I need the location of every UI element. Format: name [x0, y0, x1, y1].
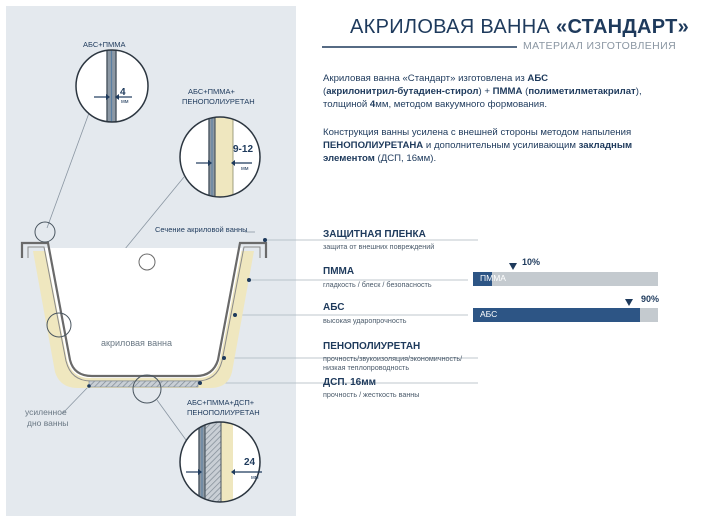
callout-top-value: 4: [120, 87, 126, 98]
bar-abs: [473, 308, 658, 322]
layer-dsp-desc: прочность / жесткость ванны: [323, 390, 420, 399]
callout-bot-label-2: ПЕНОПОЛИУРЕТАН: [187, 408, 260, 417]
page-subtitle: МАТЕРИАЛ ИЗГОТОВЛЕНИЯ: [523, 40, 677, 52]
bar-abs-percent: 90%: [641, 294, 660, 304]
leader-top: [47, 113, 89, 228]
layer-film-name: ЗАЩИТНАЯ ПЛЕНКА: [323, 229, 426, 240]
callout-mid-value: 9-12: [233, 144, 254, 155]
dsp-plate: [89, 381, 198, 387]
bar-abs-pointer: [624, 298, 636, 308]
bottom-note-2: дно ванны: [27, 418, 69, 428]
callout-bot-value: 24: [244, 457, 256, 468]
section-label: Сечение акриловой ванны: [155, 225, 248, 234]
marker-rim: [35, 222, 55, 242]
dot-foam: [222, 356, 226, 360]
callout-mid-label-2: ПЕНОПОЛИУРЕТАН: [182, 97, 255, 106]
callout-mid: [180, 87, 260, 200]
callout-mid-unit: мм: [241, 166, 249, 172]
bar-pmma-label: ПММА: [480, 273, 506, 283]
layer-pmma-name: ПММА: [323, 266, 355, 277]
bottom-note-1: усиленное: [25, 407, 67, 417]
callout-mid-label-1: АБС+ПММА+: [188, 87, 235, 96]
callout-top-unit: мм: [121, 99, 129, 105]
description-paragraph-1: Акриловая ванна «Стандарт» изготовлена из АБС (акрилонитрил-бутадиен-стирол) + ПММА (полиметилметакрилат), толщиной 4мм, методом вакуумного формования.: [323, 73, 642, 110]
callout-bot-unit: мм: [251, 475, 259, 481]
dot-film: [263, 238, 267, 242]
bar-abs-label: АБС: [480, 309, 498, 319]
layer-foam-desc-2: низкая теплопроводность: [323, 363, 410, 372]
callout-bot-foam: [221, 420, 233, 505]
bar-abs-fill: [473, 308, 640, 322]
title-bold: «СТАНДАРТ»: [556, 16, 690, 38]
description-paragraph-2: Конструкция ванны усилена с внешней стороны методом напыления ПЕНОПОЛИУРЕТАНА и дополнительным усиливающим закладным элементом (ДСП, 16мм).: [323, 127, 633, 164]
layer-foam-desc: прочность/звукоизоляция/экономичность/: [323, 354, 463, 363]
title-regular: АКРИЛОВАЯ ВАННА: [350, 16, 557, 38]
page-title: [350, 16, 689, 39]
bar-pmma-pointer: [508, 262, 520, 272]
bath-cross-section: [22, 222, 267, 403]
layer-pmma-desc: гладкость / блеск / безопасность: [323, 280, 432, 289]
callout-mid-foam: [215, 115, 233, 200]
callout-bot: [180, 398, 262, 505]
dot-dsp: [198, 381, 202, 385]
leader-bot: [157, 400, 186, 440]
layer-film-desc: защита от внешних повреждений: [323, 242, 435, 251]
dot-abs: [233, 313, 237, 317]
bar-pmma-percent: 10%: [522, 257, 541, 267]
callout-bot-dsp: [205, 420, 221, 505]
callout-bot-label-1: АБС+ПММА+ДСП+: [187, 398, 255, 407]
bath-label: акриловая ванна: [101, 338, 173, 348]
dot-pmma: [247, 278, 251, 282]
layer-foam-name: ПЕНОПОЛИУРЕТАН: [323, 341, 421, 352]
layer-dsp-name: ДСП. 16мм: [323, 377, 377, 388]
callout-top-label: АБС+ПММА: [83, 40, 126, 49]
dot-bottom-note: [87, 384, 91, 388]
callout-top: [76, 40, 148, 128]
bar-pmma: [473, 272, 658, 286]
layer-abs-name: АБС: [323, 302, 345, 313]
layer-abs-desc: высокая ударопрочность: [323, 316, 407, 325]
drain-hole: [139, 254, 155, 270]
